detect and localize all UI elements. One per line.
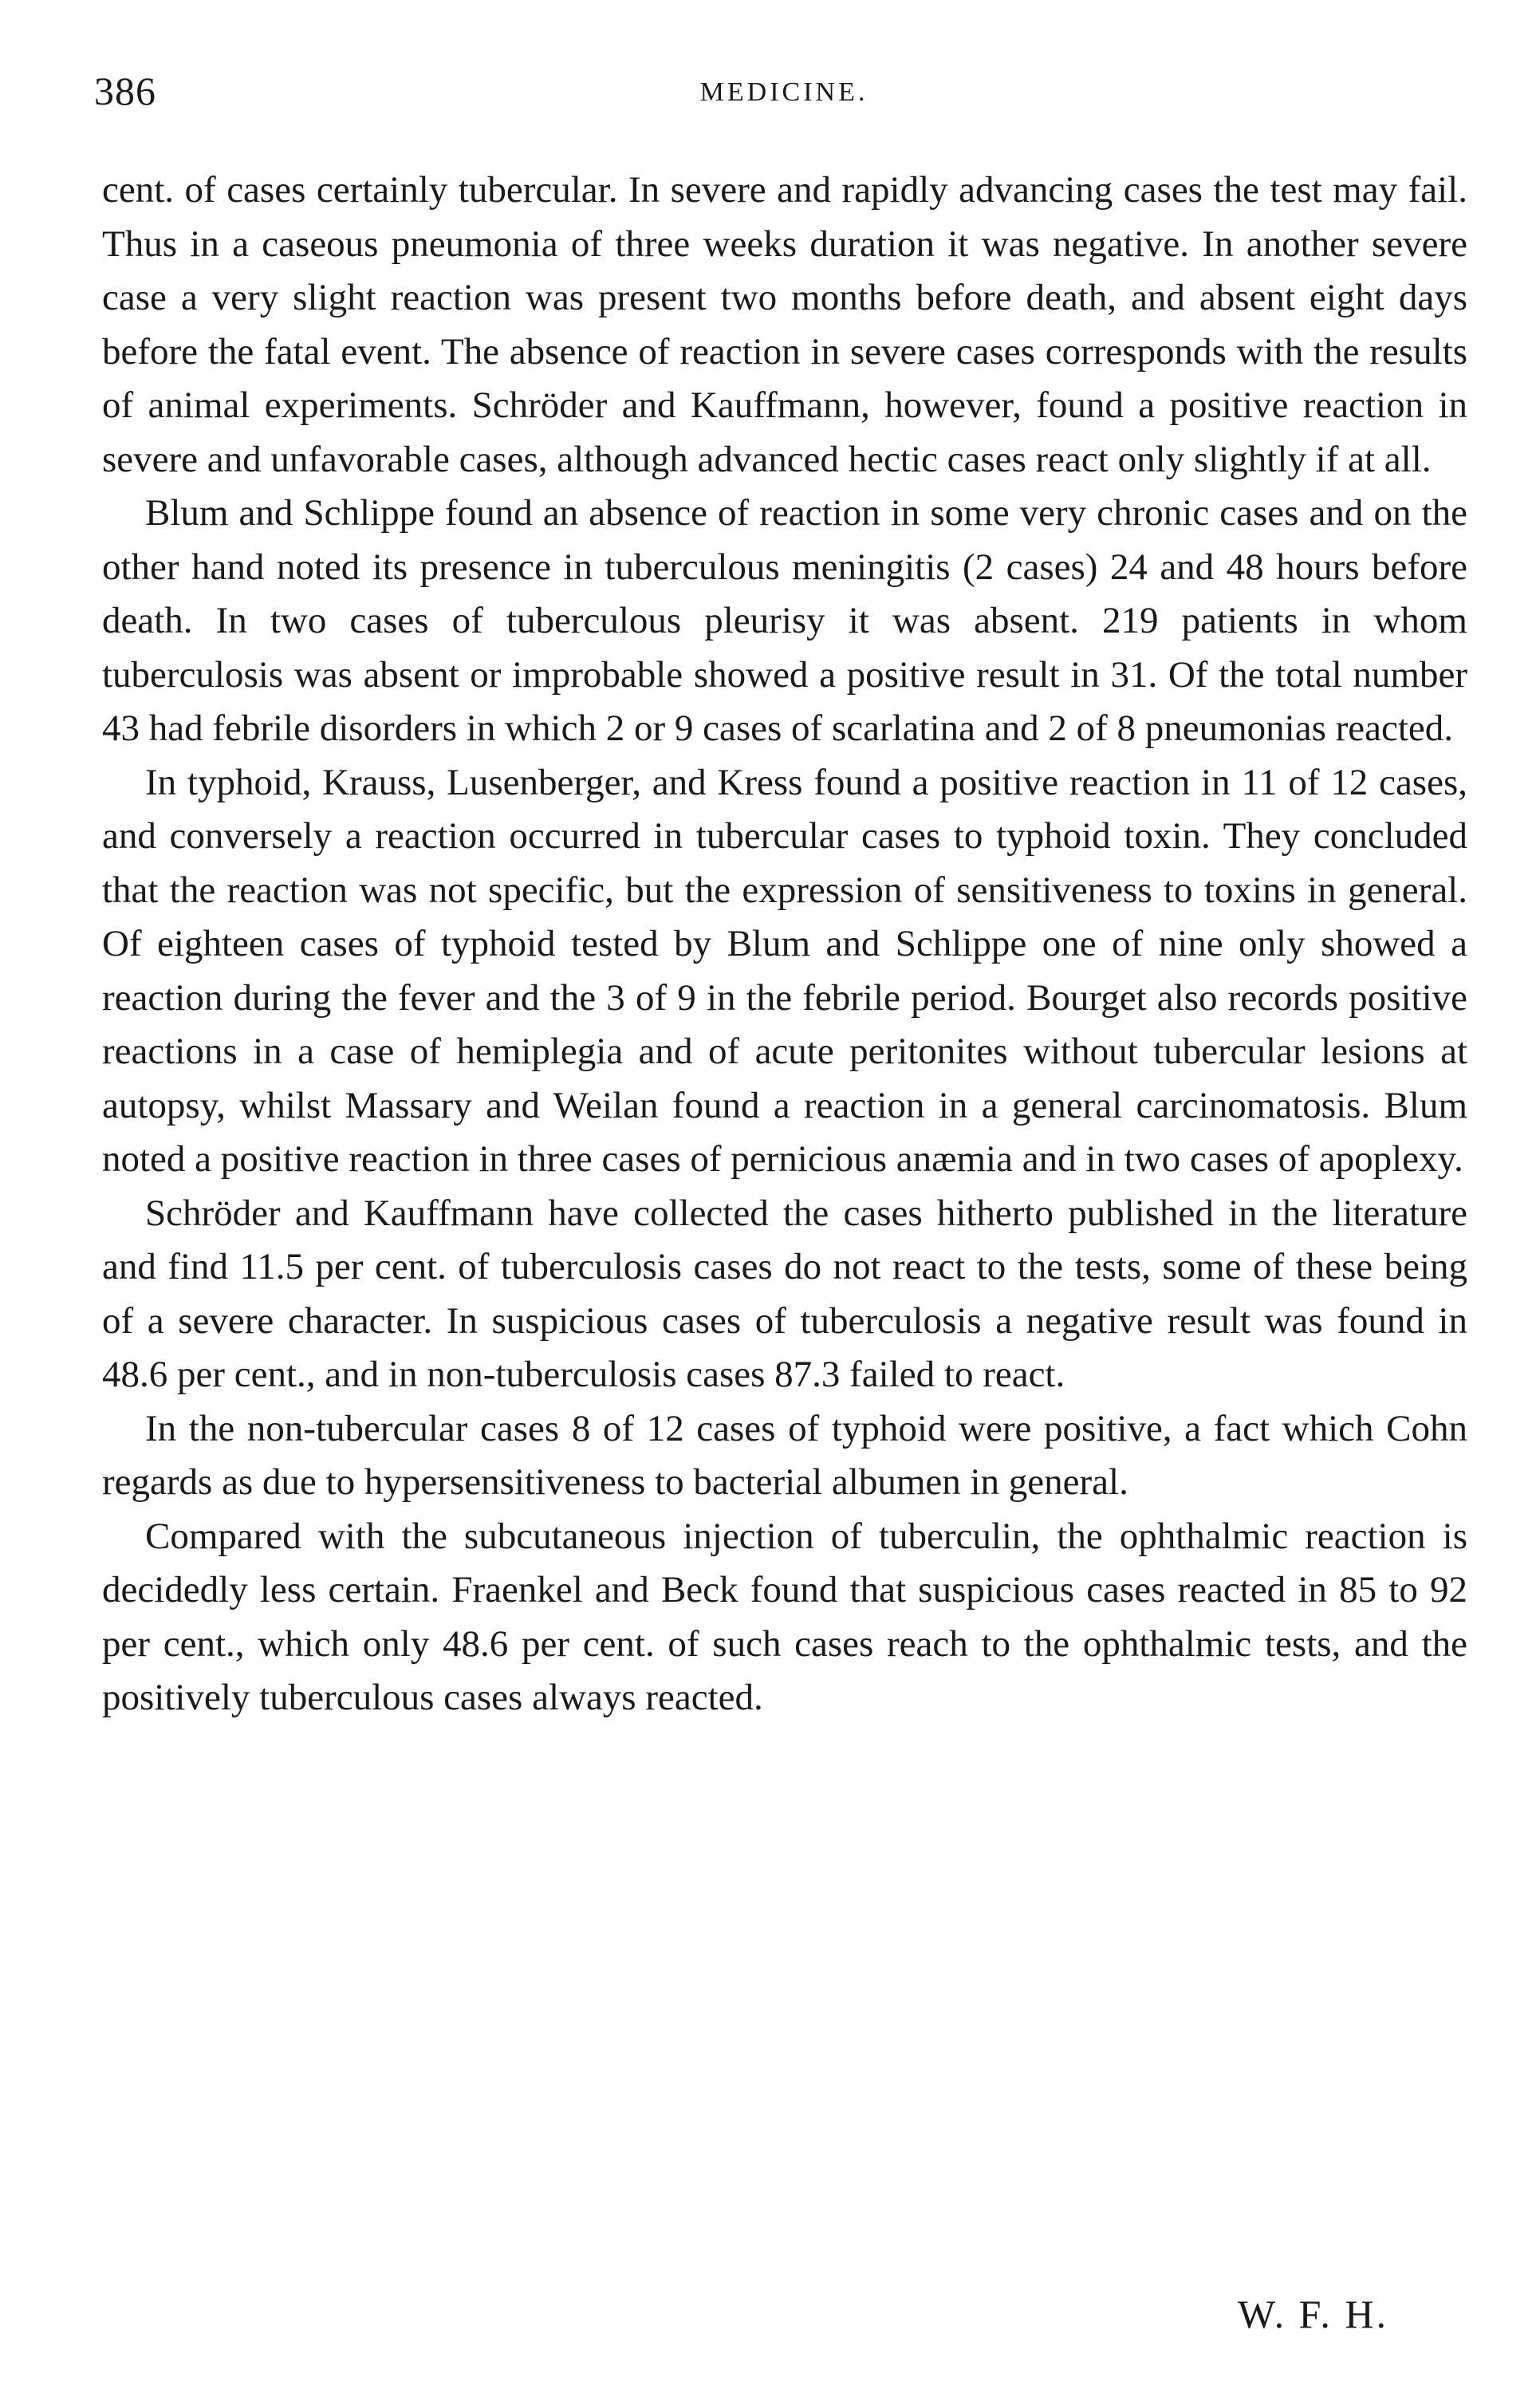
page-header xyxy=(94,68,1474,132)
paragraph-continuation: cent. of cases certainly tubercular. In severe and rapidly advancing cases the test may fail. Thus in a caseous pneumonia of three weeks duration it was negative. In another severe case a very slight reaction was present two months before death, and absent eight days before the fatal event. The absence of reaction in severe cases corresponds with the results of animal experiments. Schröder and Kauffmann, however, found a positive reaction in severe and unfavorable cases, although advanced hectic cases react only slightly if at all. xyxy=(102,169,1467,480)
running-head: MEDICINE. xyxy=(699,77,868,107)
paragraph: Blum and Schlippe found an absence of reaction in some very chronic cases and on the other hand noted its presence in tuberculous meningitis (2 cases) 24 and 48 hours before death. In two cases of tuberculous pleurisy it was absent. 219 patients in whom tuberculosis was absent or improbable showed a positive result in 31. Of the total number 43 had febrile disorders in which 2 or 9 cases of scarlatina and 2 of 8 pneumonias reacted. xyxy=(102,492,1467,749)
page-number: 386 xyxy=(94,69,156,113)
body-text xyxy=(102,164,1467,1725)
paragraph: Schröder and Kauffmann have collected the cases hitherto published in the literature and find 11.5 per cent. of tuberculosis cases do not react to the tests, some of these being of a severe character. In suspicious cases of tuberculosis a negative result was found in 48.6 per cent., and in non-tuberculosis cases 87.3 failed to react. xyxy=(102,1192,1467,1395)
paragraph: In typhoid, Krauss, Lusenberger, and Kress found a positive reaction in 11 of 12 cases, and conversely a reaction occurred in tubercular cases to typhoid toxin. They concluded that the reaction was not specific, but the expression of sensitiveness to toxins in general. Of eighteen cases of typhoid tested by Blum and Schlippe one of nine only showed a reaction during the fever and the 3 of 9 in the febrile period. Bourget also records positive reactions in a case of hemiplegia and of acute peritonites without tubercular lesions at autopsy, whilst Massary and Weilan found a reaction in a general carcinomatosis. Blum noted a positive reaction in three cases of pernicious anæmia and in two cases of apoplexy. xyxy=(102,761,1467,1180)
paragraph: In the non-tubercular cases 8 of 12 cases of typhoid were positive, a fact which Cohn regards as due to hypersensitiveness to bacterial albumen in general. xyxy=(102,1407,1467,1503)
paragraph: Compared with the subcutaneous injection of tuberculin, the ophthalmic reaction is decidedly less certain. Fraenkel and Beck found that suspicious cases reacted in 85 to 92 per cent., which only 48.6 per cent. of such cases reach to the ophthalmic tests, and the positively tuberculous cases always reacted. xyxy=(102,1515,1467,1718)
author-signature: W. F. H. xyxy=(1237,2292,1388,2336)
